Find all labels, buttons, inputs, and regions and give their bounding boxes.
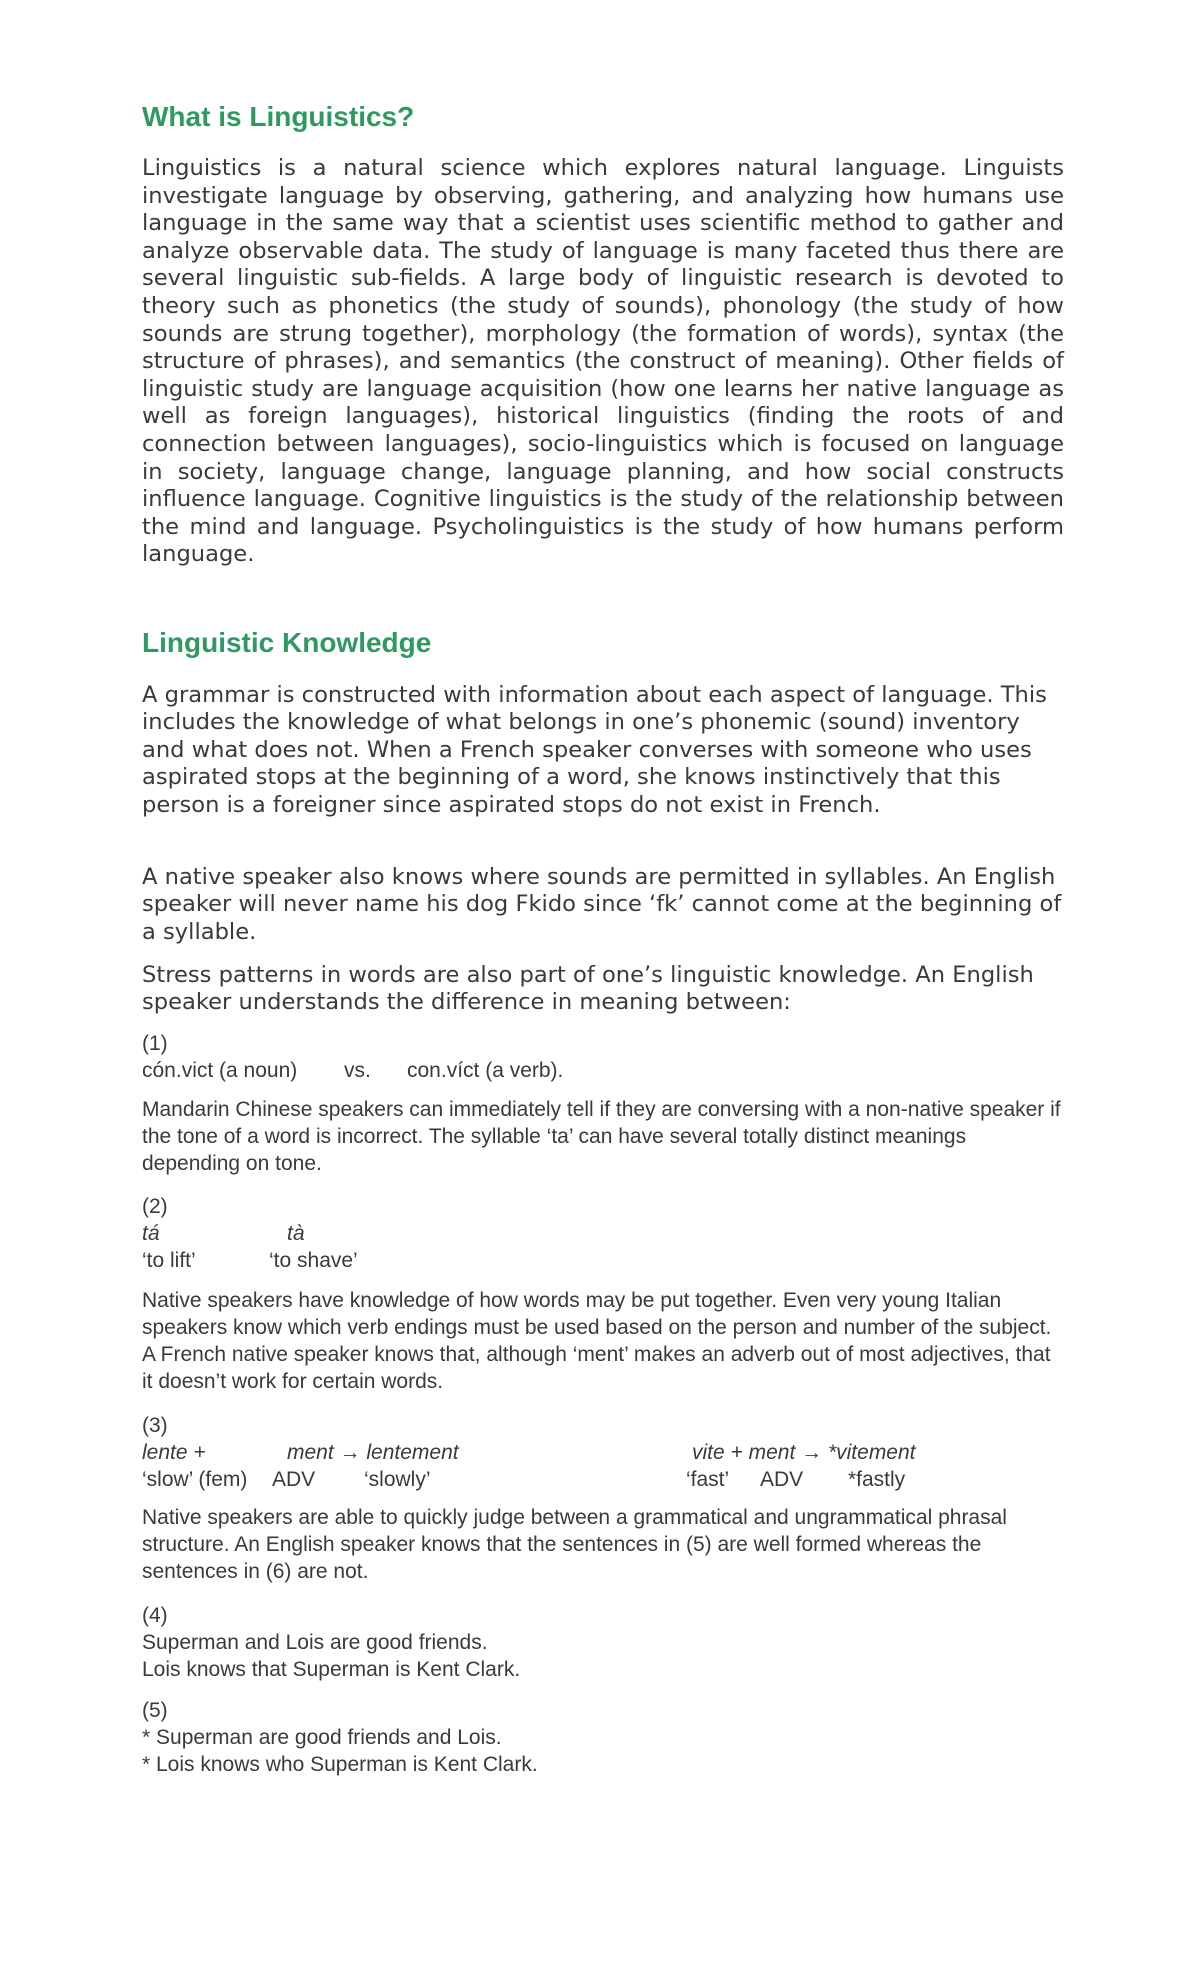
example-3-left-gloss-1: ‘slow’ (fem) (142, 1468, 248, 1491)
example-4-line-2: Lois knows that Superman is Kent Clark. (142, 1658, 521, 1681)
example-5 (142, 1697, 1064, 1778)
example-3-left-suffix: ment → lentement (287, 1441, 459, 1464)
paragraph-grammar: A grammar is constructed with information about each aspect of language. This includes the knowledge of what belongs in one’s phonemic (sound) inventory and what does not. When a French speaker converses with someone who uses aspirated stops at the beginning of a word, she knows instinctively that this person is a foreigner since aspirated stops do not exist in French. (142, 682, 1047, 818)
intro-paragraph: Linguistics is a natural science which explores natural language. Linguists investigate language by observing, gathering, and analyzing how humans use language in the same way that a scientist uses scientific method to gather and analyze observable data. The study of language is many faceted thus there are several linguistic sub-fields. A large body of linguistic research is devoted to theory such as phonetics (the study of sounds), phonology (the study of how sounds are strung together), morphology (the formation of words), syntax (the structure of phrases), and semantics (the construct of meaning). Other fields of linguistic study are language acquisition (how one learns her native language as well as foreign languages), historical linguistics (finding the roots of and connection between languages), socio-linguistics which is focused on language in society, language change, language planning, and how social constructs influence language. Cognitive linguistics is the study of the relationship between the mind and language. Psycholinguistics is the study of how humans perform language. (142, 155, 1064, 568)
example-3-right-gloss-2: ADV (760, 1468, 804, 1491)
example-3-left-gloss-2: ADV (272, 1468, 316, 1491)
example-2-word-1: tá (142, 1222, 160, 1245)
example-number: (5) (142, 1699, 168, 1722)
example-5-line-2: * Lois knows who Superman is Kent Clark. (142, 1753, 538, 1776)
example-1-noun: cón.vict (a noun) (142, 1059, 298, 1082)
example-number: (3) (142, 1414, 168, 1437)
example-5-line-1: * Superman are good friends and Lois. (142, 1726, 502, 1749)
example-number: (4) (142, 1604, 168, 1627)
example-1-verb: con.víct (a verb). (407, 1059, 564, 1082)
example-3-right-form: vite + ment → *vitement (692, 1441, 916, 1464)
example-2-gloss-2: ‘to shave’ (269, 1249, 358, 1272)
example-number: (1) (142, 1032, 168, 1055)
example-2-gloss-1: ‘to lift’ (142, 1249, 196, 1272)
example-4 (142, 1602, 1064, 1683)
section-heading-what-is-linguistics: What is Linguistics? (142, 101, 415, 132)
example-3-left-gloss-3: ‘slowly’ (364, 1468, 431, 1491)
example-3-right-gloss-3: *fastly (848, 1468, 906, 1491)
paragraph-morphology: Native speakers have knowledge of how words may be put together. Even very young Italian speakers know which verb endings must be used based on the person and number of the subject. A French native speaker knows that, although ‘ment’ makes an adverb out of most adjectives, that it doesn’t work for certain words. (142, 1289, 1052, 1393)
example-4-line-1: Superman and Lois are good friends. (142, 1631, 488, 1654)
paragraph-syntax: Native speakers are able to quickly judge between a grammatical and ungrammatical phrasal structure. An English speaker knows that the sentences in (5) are well formed whereas the sentences in (6) are not. (142, 1506, 1007, 1583)
example-1-vs: vs. (344, 1059, 371, 1082)
paragraph-stress: Stress patterns in words are also part of one’s linguistic knowledge. An English speaker understands the difference in meaning between: (142, 962, 1034, 1016)
example-1 (142, 1030, 1064, 1084)
example-3 (142, 1412, 1064, 1493)
section-heading-linguistic-knowledge: Linguistic Knowledge (142, 627, 432, 658)
example-2-word-2: tà (287, 1222, 305, 1245)
example-3-right-gloss-1: ‘fast’ (686, 1468, 730, 1491)
example-number: (2) (142, 1195, 168, 1218)
example-3-left-word: lente + (142, 1441, 206, 1464)
example-2 (142, 1193, 1064, 1274)
paragraph-syllables: A native speaker also knows where sounds are permitted in syllables. An English speaker will never name his dog Fkido since ‘fk’ cannot come at the beginning of a syllable. (142, 864, 1062, 945)
paragraph-mandarin: Mandarin Chinese speakers can immediately tell if they are conversing with a non-native speaker if the tone of a word is incorrect. The syllable ‘ta’ can have several totally distinct meanings depending on tone. (142, 1098, 1061, 1175)
